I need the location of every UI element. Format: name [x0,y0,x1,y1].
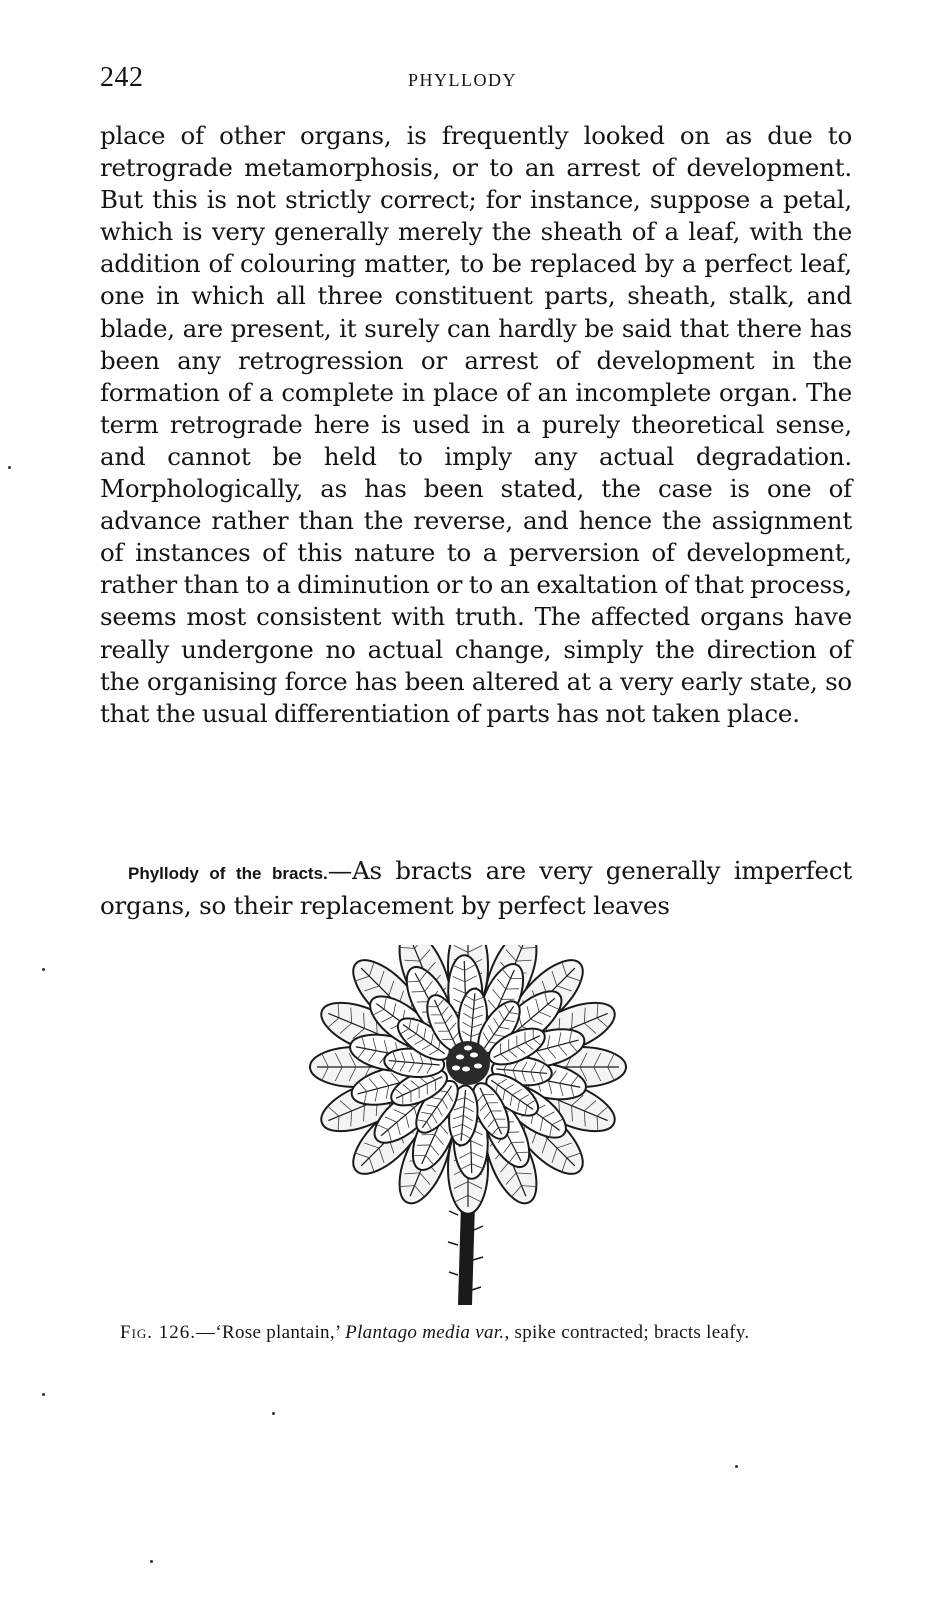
caption-dash: — [196,1322,216,1343]
body-paragraph: place of other organs, is frequently looked on as due to retrograde metamorphosis, or to an arrest of development. But this is not strictly correct; for instance, suppose a petal, which is very generally merely the sheath of a leaf, with the addition of colouring matter, to be replaced by a perfect leaf, one in which all three constituent parts, sheath, stalk, and blade, are present, it surely can hardly be said that there has been any retrogression or arrest of development in the formation of a complete in place of an incomplete organ. The term retrograde here is used in a purely theoretical sense, and cannot be held to imply any actual degradation. Morphologically, as has been stated, the case is one of advance rather than the reverse, and hence the assignment of instances of this nature to a perversion of development, rather than to a diminution or to an exaltation of that process, seems most consistent with truth. The affected organs have really undergone no actual change, simply the direction of the organising force has been altered at a very early state, so that the usual differentiation of parts has not taken place. [100,121,852,728]
caption-latin-name: Plantago media var. [345,1322,505,1343]
section-text: —As bracts are very generally imperfect organs, so their replacement by perfect leaves [100,856,852,920]
caption-description: , spike contracted; bracts leafy. [504,1322,750,1343]
rose-plantain-illustration [290,945,670,1315]
scan-speck [8,466,11,469]
section-heading: Phyllody of the bracts. [128,864,328,883]
page-number: 242 [100,62,144,93]
caption-common-name: ‘Rose plantain,’ [215,1322,341,1343]
running-head: PHYLLODY [408,70,517,90]
caption-label: Fig. 126. [120,1322,197,1343]
scan-speck [150,1560,153,1563]
scan-speck [735,1465,738,1468]
scan-speck [42,1393,45,1396]
centre-florets [446,1041,490,1085]
scan-speck [42,968,45,971]
figure [290,945,670,1315]
figure-caption [100,1320,852,1346]
scan-speck [272,1412,275,1415]
section-paragraph [100,855,852,922]
